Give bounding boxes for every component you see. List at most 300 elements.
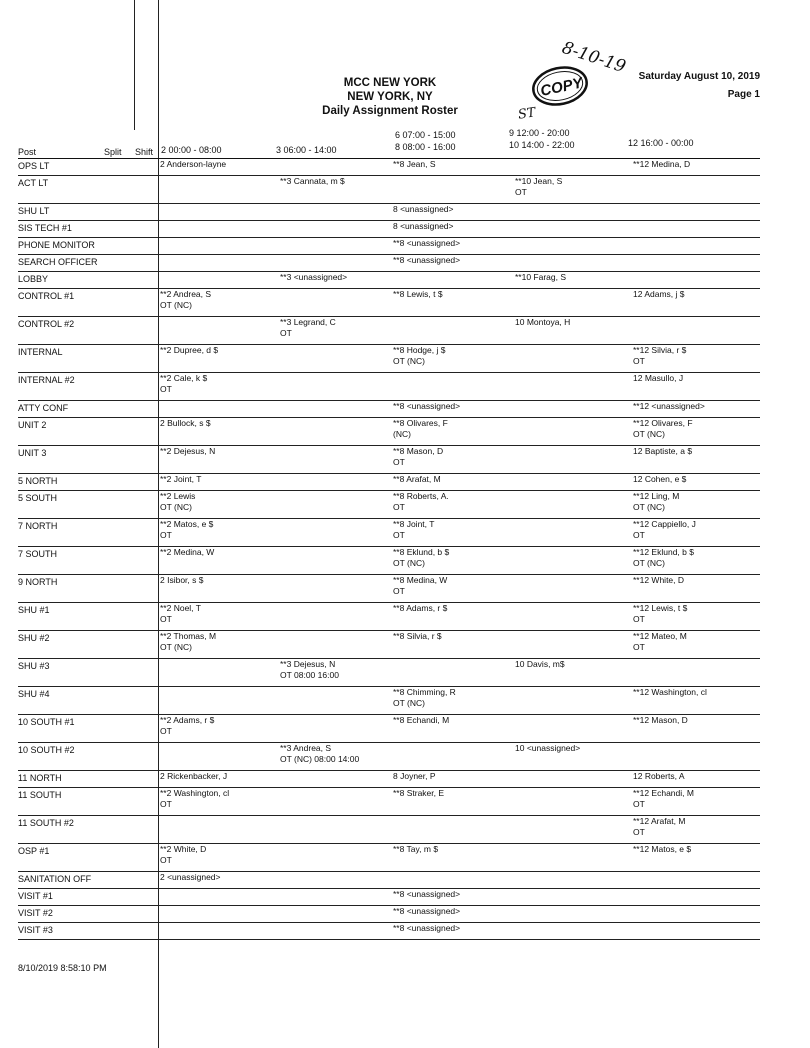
assignment-line: OT (NC) — [393, 558, 425, 568]
assignment-cell — [393, 715, 515, 743]
assignment-cell — [280, 816, 393, 844]
assignment-line: **2 Matos, e $ — [160, 519, 214, 529]
post-cell: 10 SOUTH #2 — [18, 743, 160, 771]
assignment-line: **8 Lewis, t $ — [393, 289, 443, 299]
table-row — [18, 176, 760, 204]
table-row — [18, 889, 760, 906]
assignment-cell — [515, 575, 633, 603]
assignment-cell — [160, 289, 280, 317]
assignment-line: **8 Straker, E — [393, 788, 445, 798]
assignment-line: **8 Silvia, r $ — [393, 631, 442, 641]
assignment-cell — [393, 221, 515, 238]
assignment-cell — [280, 289, 393, 317]
table-row — [18, 743, 760, 771]
assignment-line: **12 Olivares, F — [633, 418, 693, 428]
assignment-cell — [280, 659, 393, 687]
assignment-line: **12 Lewis, t $ — [633, 603, 688, 613]
assignment-cell — [515, 659, 633, 687]
post-cell: INTERNAL — [18, 345, 160, 373]
col-shift-9: 9 12:00 - 20:00 — [509, 128, 570, 138]
assignment-cell — [280, 272, 393, 289]
assignment-line: 2 <unassigned> — [160, 872, 221, 882]
table-row — [18, 788, 760, 816]
assignment-line: OT — [393, 586, 405, 596]
assignment-line: 10 <unassigned> — [515, 743, 581, 753]
assignment-cell — [160, 159, 280, 176]
assignment-cell — [393, 255, 515, 272]
assignment-cell — [160, 204, 280, 221]
table-row — [18, 872, 760, 889]
col-shift-8: 8 08:00 - 16:00 — [395, 142, 456, 152]
col-shift-12: 12 16:00 - 00:00 — [628, 138, 694, 148]
assignment-cell — [633, 687, 760, 715]
assignment-line: OT — [633, 614, 645, 624]
assignment-line: **8 Adams, r $ — [393, 603, 448, 613]
column-header — [0, 120, 810, 160]
assignment-cell — [515, 547, 633, 575]
assignment-line: **2 Dupree, d $ — [160, 345, 219, 355]
assignment-cell — [393, 373, 515, 401]
assignment-cell — [515, 317, 633, 345]
assignment-line: **8 <unassigned> — [393, 906, 461, 916]
assignment-line: **12 Echandi, M — [633, 788, 694, 798]
assignment-line: 12 Baptiste, a $ — [633, 446, 693, 456]
assignment-cell — [280, 418, 393, 446]
assignment-cell — [515, 418, 633, 446]
assignment-line: **2 Joint, T — [160, 474, 202, 484]
assignment-cell — [280, 547, 393, 575]
assignment-line: **2 White, D — [160, 844, 207, 854]
assignment-cell — [393, 889, 515, 906]
assignment-line: OT (NC) — [393, 356, 425, 366]
assignment-cell — [160, 317, 280, 345]
assignment-cell — [280, 345, 393, 373]
assignment-cell — [633, 317, 760, 345]
assignment-cell — [633, 659, 760, 687]
assignment-line: **8 Tay, m $ — [393, 844, 439, 854]
assignment-cell — [515, 923, 633, 940]
assignment-cell — [515, 788, 633, 816]
assignment-cell — [160, 474, 280, 491]
post-cell: ACT LT — [18, 176, 160, 204]
assignment-line: **8 <unassigned> — [393, 255, 461, 265]
assignment-cell — [515, 159, 633, 176]
assignment-cell — [393, 345, 515, 373]
assignment-cell — [633, 159, 760, 176]
assignment-cell — [280, 575, 393, 603]
assignment-line: OT — [633, 530, 645, 540]
assignment-line: 2 Rickenbacker, J — [160, 771, 228, 781]
roster-body — [18, 159, 760, 940]
assignment-line: 8 <unassigned> — [393, 221, 454, 231]
post-cell: OSP #1 — [18, 844, 160, 872]
assignment-cell — [515, 373, 633, 401]
assignment-line: **12 Silvia, r $ — [633, 345, 687, 355]
assignment-cell — [160, 519, 280, 547]
table-row — [18, 715, 760, 743]
assignment-cell — [393, 272, 515, 289]
assignment-line: 12 Cohen, e $ — [633, 474, 687, 484]
assignment-cell — [633, 906, 760, 923]
assignment-cell — [160, 401, 280, 418]
assignment-cell — [160, 659, 280, 687]
assignment-cell — [160, 631, 280, 659]
assignment-line: OT — [160, 614, 172, 624]
assignment-cell — [280, 176, 393, 204]
assignment-line: OT (NC) — [160, 300, 192, 310]
assignment-cell — [393, 474, 515, 491]
post-cell: SANITATION OFF — [18, 872, 160, 889]
table-row — [18, 844, 760, 872]
roster-date-block — [612, 68, 760, 104]
col-shift-3: 3 06:00 - 14:00 — [276, 145, 337, 155]
assignment-line: **12 Cappiello, J — [633, 519, 696, 529]
assignment-cell — [160, 816, 280, 844]
assignment-line: **8 <unassigned> — [393, 889, 461, 899]
document-title — [300, 76, 480, 118]
assignment-cell — [160, 345, 280, 373]
post-cell: VISIT #3 — [18, 923, 160, 940]
assignment-line: **10 Farag, S — [515, 272, 567, 282]
assignment-cell — [393, 631, 515, 659]
assignment-line: **8 Roberts, A. — [393, 491, 449, 501]
assignment-cell — [633, 491, 760, 519]
assignment-line: **3 Cannata, m $ — [280, 176, 345, 186]
assignment-line: OT — [160, 799, 172, 809]
assignment-line: **8 Mason, D — [393, 446, 444, 456]
assignment-line: OT — [633, 827, 645, 837]
copy-stamp — [500, 30, 630, 120]
assignment-cell — [633, 788, 760, 816]
assignment-cell — [515, 221, 633, 238]
assignment-line: **8 Chimming, R — [393, 687, 456, 697]
assignment-cell — [160, 923, 280, 940]
assignment-cell — [280, 474, 393, 491]
post-cell: 11 SOUTH #2 — [18, 816, 160, 844]
table-row — [18, 474, 760, 491]
assignment-line: OT (NC) 08:00 14:00 — [280, 754, 360, 764]
assignment-cell — [633, 401, 760, 418]
assignment-line: **12 Matos, e $ — [633, 844, 692, 854]
print-timestamp: 8/10/2019 8:58:10 PM — [18, 963, 107, 973]
assignment-cell — [393, 906, 515, 923]
assignment-line: **12 Mason, D — [633, 715, 688, 725]
assignment-cell — [515, 687, 633, 715]
assignment-line: **2 Washington, cl — [160, 788, 230, 798]
assignment-line: **8 <unassigned> — [393, 401, 461, 411]
assignment-cell — [280, 159, 393, 176]
assignment-cell — [633, 474, 760, 491]
assignment-line: **3 Dejesus, N — [280, 659, 336, 669]
assignment-line: (NC) — [393, 429, 411, 439]
assignment-cell — [160, 889, 280, 906]
assignment-cell — [515, 889, 633, 906]
post-cell: 7 NORTH — [18, 519, 160, 547]
table-row — [18, 418, 760, 446]
assignment-line: 10 Montoya, H — [515, 317, 571, 327]
assignment-cell — [280, 715, 393, 743]
stamp-handwritten-initials: ST — [517, 105, 537, 120]
assignment-cell — [160, 743, 280, 771]
assignment-line: OT (NC) — [393, 698, 425, 708]
post-cell: UNIT 3 — [18, 446, 160, 474]
assignment-cell — [515, 446, 633, 474]
assignment-line: OT — [633, 799, 645, 809]
assignment-cell — [393, 204, 515, 221]
assignment-cell — [280, 221, 393, 238]
table-row — [18, 659, 760, 687]
post-cell: SHU #4 — [18, 687, 160, 715]
post-cell: LOBBY — [18, 272, 160, 289]
assignment-line: **12 Arafat, M — [633, 816, 686, 826]
assignment-cell — [515, 238, 633, 255]
assignment-cell — [393, 687, 515, 715]
title-line-3: Daily Assignment Roster — [322, 105, 458, 117]
margin-tick-line — [134, 0, 135, 130]
assignment-line: **2 Medina, W — [160, 547, 215, 557]
table-row — [18, 906, 760, 923]
assignment-cell — [393, 418, 515, 446]
assignment-cell — [160, 575, 280, 603]
table-row — [18, 446, 760, 474]
stamp-handwritten-date: 8-10-19 — [559, 37, 629, 78]
table-row — [18, 491, 760, 519]
assignment-cell — [160, 687, 280, 715]
assignment-cell — [633, 289, 760, 317]
post-cell: VISIT #2 — [18, 906, 160, 923]
assignment-line: OT (NC) — [160, 502, 192, 512]
assignment-cell — [393, 788, 515, 816]
assignment-line: **3 Legrand, C — [280, 317, 336, 327]
assignment-cell — [160, 906, 280, 923]
table-row — [18, 317, 760, 345]
table-row — [18, 923, 760, 940]
assignment-line: OT (NC) — [633, 429, 665, 439]
assignment-line: OT — [160, 530, 172, 540]
assignment-line: OT — [393, 530, 405, 540]
assignment-cell — [515, 906, 633, 923]
col-shift-10: 10 14:00 - 22:00 — [509, 140, 575, 150]
assignment-cell — [515, 844, 633, 872]
assignment-line: **8 <unassigned> — [393, 923, 461, 933]
roster-date: Saturday August 10, 2019 — [638, 71, 760, 82]
post-cell: VISIT #1 — [18, 889, 160, 906]
assignment-cell — [515, 603, 633, 631]
table-row — [18, 603, 760, 631]
assignment-cell — [160, 715, 280, 743]
title-line-2: NEW YORK, NY — [347, 91, 433, 103]
assignment-line: **8 Eklund, b $ — [393, 547, 450, 557]
assignment-cell — [160, 272, 280, 289]
title-line-1: MCC NEW YORK — [343, 77, 437, 89]
assignment-cell — [393, 547, 515, 575]
assignment-cell — [393, 238, 515, 255]
table-row — [18, 631, 760, 659]
post-cell: INTERNAL #2 — [18, 373, 160, 401]
post-cell: 5 SOUTH — [18, 491, 160, 519]
assignment-cell — [393, 519, 515, 547]
post-cell: SHU LT — [18, 204, 160, 221]
assignment-cell — [515, 816, 633, 844]
post-cell: OPS LT — [18, 159, 160, 176]
col-shift: Shift — [135, 147, 154, 157]
assignment-cell — [393, 401, 515, 418]
assignment-cell — [633, 418, 760, 446]
assignment-cell — [633, 575, 760, 603]
assignment-cell — [160, 844, 280, 872]
assignment-line: **8 Olivares, F — [393, 418, 448, 428]
assignment-line: **2 Thomas, M — [160, 631, 217, 641]
table-row — [18, 547, 760, 575]
assignment-cell — [160, 238, 280, 255]
assignment-cell — [633, 872, 760, 889]
assignment-line: 12 Masullo, J — [633, 373, 684, 383]
assignment-line: OT (NC) — [633, 558, 665, 568]
assignment-line: **8 Hodge, j $ — [393, 345, 446, 355]
assignment-cell — [633, 771, 760, 788]
assignment-cell — [280, 401, 393, 418]
assignment-cell — [393, 771, 515, 788]
assignment-cell — [280, 844, 393, 872]
assignment-cell — [160, 771, 280, 788]
assignment-line: 2 Bullock, s $ — [160, 418, 211, 428]
assignment-cell — [393, 446, 515, 474]
assignment-cell — [633, 715, 760, 743]
assignment-cell — [280, 687, 393, 715]
assignment-line: **12 Mateo, M — [633, 631, 687, 641]
assignment-cell — [515, 474, 633, 491]
assignment-line: OT (NC) — [633, 502, 665, 512]
assignment-cell — [160, 418, 280, 446]
assignment-cell — [393, 659, 515, 687]
stamp-copy-text: COPY — [538, 74, 585, 100]
assignment-cell — [160, 221, 280, 238]
assignment-cell — [393, 176, 515, 204]
assignment-cell — [515, 715, 633, 743]
assignment-line: **12 Medina, D — [633, 159, 691, 169]
table-row — [18, 159, 760, 176]
assignment-line: OT 08:00 16:00 — [280, 670, 339, 680]
assignment-cell — [633, 603, 760, 631]
table-row — [18, 345, 760, 373]
assignment-line: **8 Arafat, M — [393, 474, 441, 484]
assignment-cell — [160, 446, 280, 474]
assignment-line: **8 Jean, S — [393, 159, 436, 169]
assignment-line: 2 Anderson-layne — [160, 159, 227, 169]
post-cell: ATTY CONF — [18, 401, 160, 418]
assignment-cell — [393, 816, 515, 844]
assignment-line: **8 <unassigned> — [393, 238, 461, 248]
assignment-cell — [515, 872, 633, 889]
post-cell: 11 NORTH — [18, 771, 160, 788]
assignment-line: **12 Eklund, b $ — [633, 547, 694, 557]
assignment-cell — [515, 176, 633, 204]
post-cell: SEARCH OFFICER — [18, 255, 160, 272]
assignment-cell — [280, 906, 393, 923]
assignment-cell — [280, 743, 393, 771]
assignment-cell — [633, 743, 760, 771]
col-split: Split — [104, 147, 122, 157]
assignment-cell — [515, 401, 633, 418]
assignment-line: **2 Andrea, S — [160, 289, 212, 299]
assignment-cell — [515, 204, 633, 221]
roster-table — [18, 159, 760, 940]
assignment-cell — [280, 446, 393, 474]
assignment-cell — [633, 844, 760, 872]
table-row — [18, 221, 760, 238]
table-row — [18, 272, 760, 289]
post-cell: UNIT 2 — [18, 418, 160, 446]
assignment-cell — [280, 255, 393, 272]
assignment-line: **3 <unassigned> — [280, 272, 348, 282]
assignment-cell — [633, 889, 760, 906]
assignment-cell — [633, 272, 760, 289]
assignment-line: OT — [393, 457, 405, 467]
table-row — [18, 255, 760, 272]
assignment-cell — [160, 491, 280, 519]
assignment-cell — [280, 373, 393, 401]
assignment-line: **2 Lewis — [160, 491, 196, 501]
assignment-line: 12 Roberts, A — [633, 771, 685, 781]
assignment-cell — [515, 345, 633, 373]
assignment-cell — [633, 204, 760, 221]
table-row — [18, 238, 760, 255]
post-cell: CONTROL #2 — [18, 317, 160, 345]
table-row — [18, 204, 760, 221]
assignment-cell — [280, 491, 393, 519]
post-cell: 5 NORTH — [18, 474, 160, 491]
assignment-line: OT — [280, 328, 292, 338]
assignment-cell — [633, 923, 760, 940]
assignment-line: **12 <unassigned> — [633, 401, 705, 411]
assignment-cell — [160, 373, 280, 401]
table-row — [18, 687, 760, 715]
assignment-line: **10 Jean, S — [515, 176, 563, 186]
assignment-cell — [515, 272, 633, 289]
post-cell: 7 SOUTH — [18, 547, 160, 575]
assignment-cell — [280, 889, 393, 906]
assignment-cell — [160, 788, 280, 816]
assignment-line: **2 Cale, k $ — [160, 373, 208, 383]
assignment-cell — [280, 872, 393, 889]
post-cell: PHONE MONITOR — [18, 238, 160, 255]
assignment-line: **12 Ling, M — [633, 491, 680, 501]
assignment-line: **8 Echandi, M — [393, 715, 450, 725]
assignment-line: OT (NC) — [160, 642, 192, 652]
table-row — [18, 289, 760, 317]
assignment-line: **3 Andrea, S — [280, 743, 332, 753]
post-cell: CONTROL #1 — [18, 289, 160, 317]
assignment-line: **12 White, D — [633, 575, 685, 585]
assignment-cell — [393, 575, 515, 603]
assignment-line: OT — [160, 855, 172, 865]
assignment-line: 8 <unassigned> — [393, 204, 454, 214]
assignment-line: OT — [515, 187, 527, 197]
assignment-cell — [633, 631, 760, 659]
assignment-cell — [160, 176, 280, 204]
assignment-cell — [393, 603, 515, 631]
assignment-line: **2 Dejesus, N — [160, 446, 216, 456]
assignment-cell — [393, 317, 515, 345]
assignment-line: OT — [160, 384, 172, 394]
col-shift-6: 6 07:00 - 15:00 — [395, 130, 456, 140]
assignment-line: **2 Noel, T — [160, 603, 201, 613]
assignment-cell — [393, 159, 515, 176]
assignment-cell — [393, 844, 515, 872]
assignment-cell — [393, 872, 515, 889]
assignment-line: 2 Isibor, s $ — [160, 575, 204, 585]
assignment-cell — [633, 519, 760, 547]
